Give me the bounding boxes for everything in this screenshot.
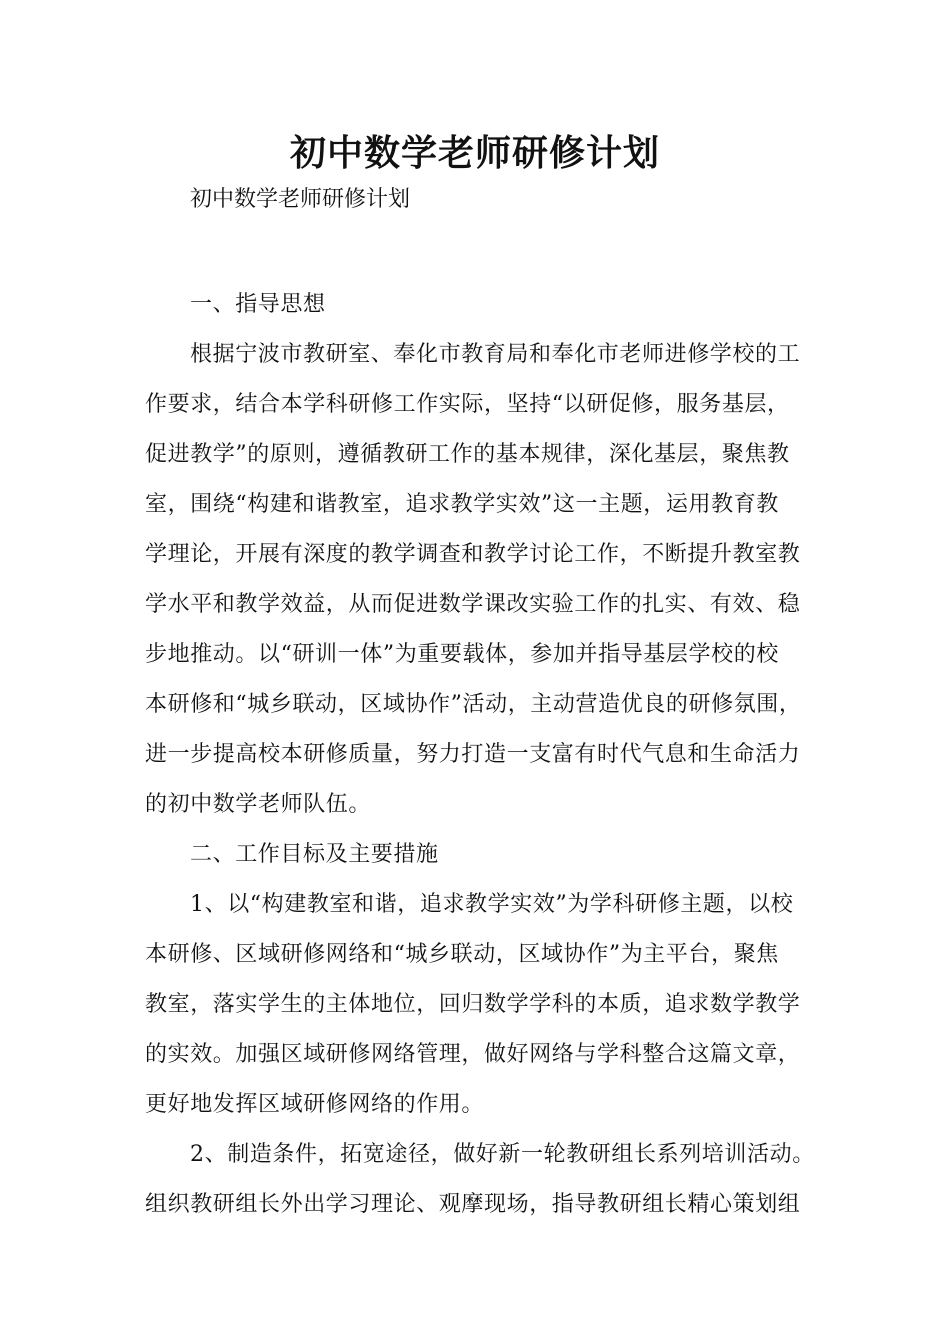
paragraph-line: 本研修和“城乡联动，区域协作”活动，主动营造优良的研修氛围，	[145, 692, 802, 717]
paragraph-line: 更好地发挥区域研修网络的作用。	[145, 1092, 485, 1117]
paragraph-line: 作要求，结合本学科研修工作实际，坚持“以研促修，服务基层，	[145, 392, 790, 417]
paragraph-line: 的实效。加强区域研修网络管理，做好网络与学科整合这篇文章，	[145, 1042, 801, 1067]
document-body	[145, 288, 835, 1238]
paragraph-line: 学理论，开展有深度的教学调查和教学讨论工作，不断提升教室教	[145, 542, 801, 567]
paragraph-line: 本研修、区域研修网络和“城乡联动，区域协作”为主平台，聚焦	[145, 942, 779, 967]
document-subtitle: 初中数学老师研修计划	[190, 187, 411, 212]
document-title: 初中数学老师研修计划	[289, 132, 660, 174]
paragraph-line: 教室，落实学生的主体地位，回归数学学科的本质，追求数学教学	[145, 992, 801, 1017]
section-heading-guiding-ideology: 一、指导思想	[190, 292, 326, 317]
paragraph-line: 的初中数学老师队伍。	[145, 792, 372, 817]
paragraph-line: 进一步提高校本研修质量，努力打造一支富有时代气息和生命活力	[145, 742, 801, 767]
paragraph-line: 室，围绕“构建和谐教室，追求教学实效”这一主题，运用教育教	[145, 492, 779, 517]
paragraph-line: 步地推动。以“研训一体”为重要载体，参加并指导基层学校的校	[145, 642, 779, 667]
paragraph-line: 学水平和教学效益，从而促进数学课改实验工作的扎实、有效、稳	[145, 592, 801, 617]
paragraph-line: 根据宁波市教研室、奉化市教育局和奉化市老师进修学校的工	[190, 342, 801, 367]
paragraph-line: 1、以“构建教室和谐，追求教学实效”为学科研修主题，以校	[190, 892, 794, 917]
paragraph-line: 组织教研组长外出学习理论、观摩现场，指导教研组长精心策划组	[145, 1192, 801, 1217]
section-heading-goals-and-measures: 二、工作目标及主要措施	[190, 842, 439, 867]
paragraph-line: 2、制造条件，拓宽途径，做好新一轮教研组长系列培训活动。	[190, 1142, 815, 1167]
paragraph-line: 促进教学”的原则，遵循教研工作的基本规律，深化基层，聚焦教	[145, 442, 790, 467]
